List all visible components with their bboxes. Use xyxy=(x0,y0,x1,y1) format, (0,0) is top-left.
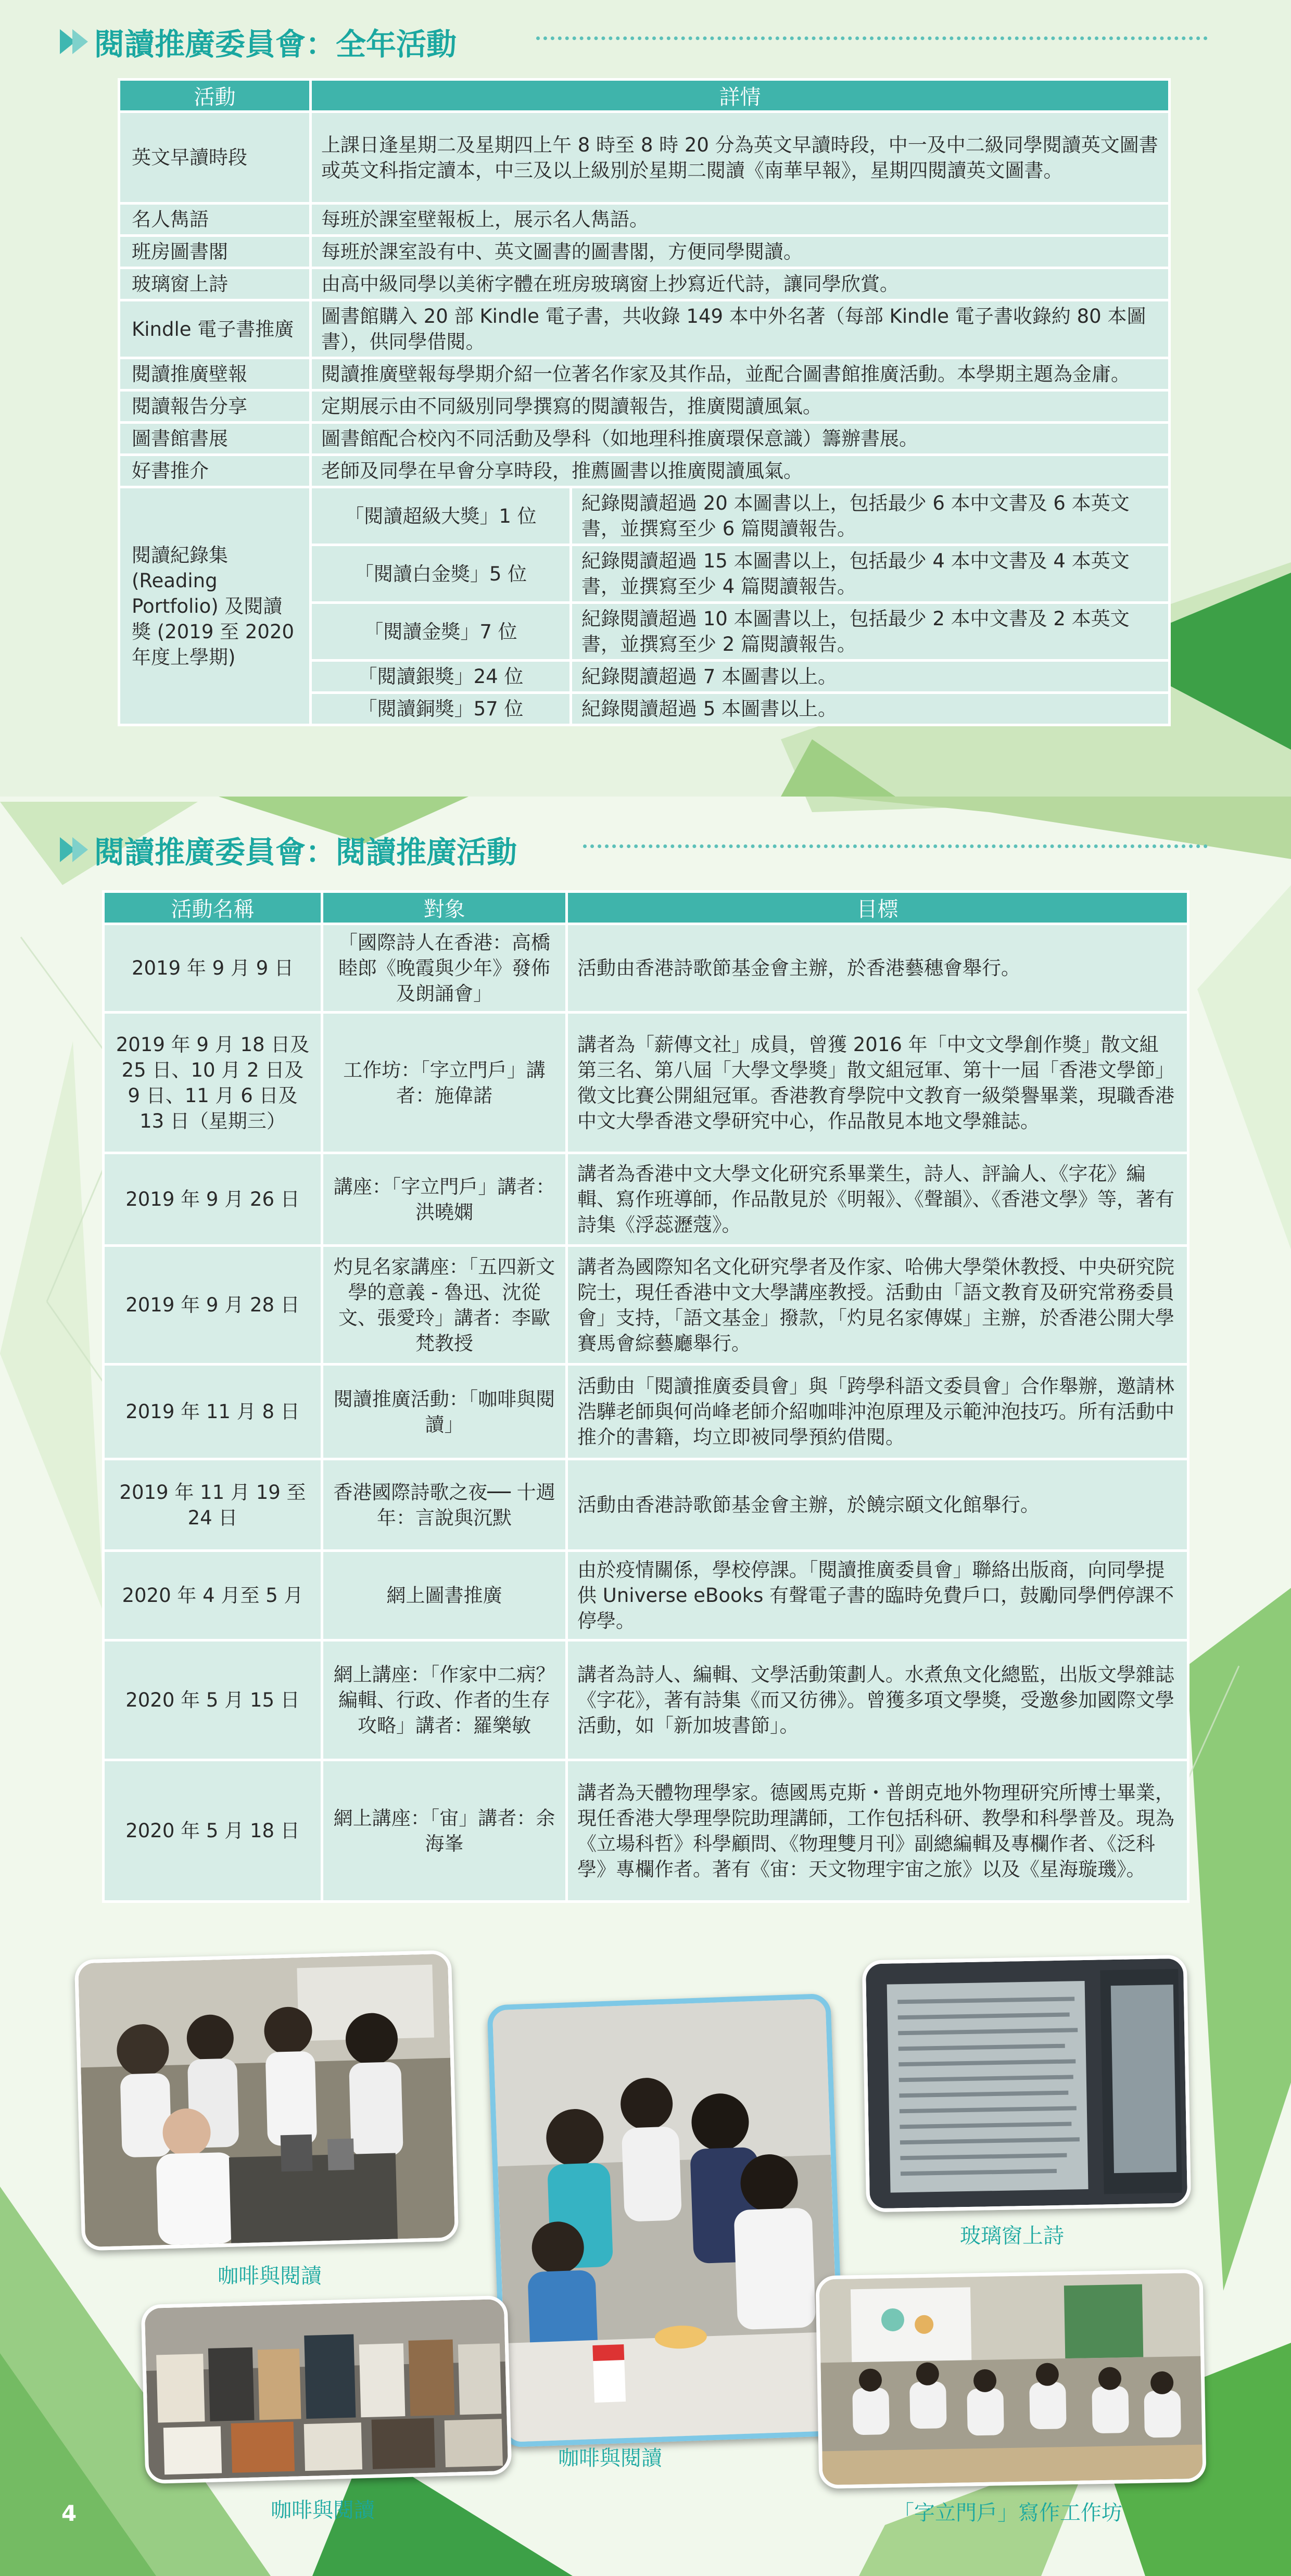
date-cell: 2020 年 5 月 15 日 xyxy=(104,1640,322,1760)
page-number: 4 xyxy=(61,2501,77,2526)
table-header-row xyxy=(104,892,1188,924)
activity-cell: 玻璃窗上詩 xyxy=(119,268,311,300)
goal-cell: 由於疫情關係，學校停課。「閱讀推廣委員會」聯絡出版商，向同學提供 Universe eBooks 有聲電子書的臨時免費戶口，鼓勵同學們停課不停學。 xyxy=(567,1551,1188,1640)
award-cell: 「閱讀金獎」7 位 xyxy=(311,603,571,661)
target-cell: 「國際詩人在香港：高橋睦郎《晚霞與少年》發佈及朗誦會」 xyxy=(322,924,567,1013)
activity-cell: Kindle 電子書推廣 xyxy=(119,300,311,358)
photo-coffee-books xyxy=(141,2295,512,2484)
date-cell: 2019 年 9 月 18 日及 25 日、10 月 2 日及 9 日、11 月 6 日及 13 日（星期三） xyxy=(104,1013,322,1153)
table-row xyxy=(104,1459,1188,1551)
col-header-name: 活動名稱 xyxy=(104,892,322,924)
table-row xyxy=(104,1760,1188,1902)
photo-coffee-workshop xyxy=(74,1950,459,2251)
activity-cell: 好書推介 xyxy=(119,455,311,487)
section1-heading xyxy=(60,20,457,64)
goal-cell: 活動由香港詩歌節基金會主辦，於香港藝穗會舉行。 xyxy=(567,924,1188,1013)
activity-cell: 閱讀報告分享 xyxy=(119,390,311,423)
detail-cell: 定期展示由不同級別同學撰寫的閱讀報告，推廣閱讀風氣。 xyxy=(311,390,1170,423)
award-cell: 「閱讀超級大獎」1 位 xyxy=(311,487,571,545)
table-row xyxy=(119,487,1170,545)
goal-cell: 講者為香港中文大學文化研究系畢業生，詩人、評論人、《字花》編輯、寫作班導師，作品散見於《明報》、《聲韻》、《香港文學》等，著有詩集《浮蕊瀝蔻》。 xyxy=(567,1153,1188,1246)
date-cell: 2020 年 4 月至 5 月 xyxy=(104,1551,322,1640)
photo-coffee-brewing xyxy=(487,1993,845,2448)
table-row xyxy=(119,423,1170,455)
date-cell: 2019 年 11 月 8 日 xyxy=(104,1365,322,1459)
table-row xyxy=(104,1246,1188,1365)
target-cell: 網上圖書推廣 xyxy=(322,1551,567,1640)
award-detail-cell: 紀錄閱讀超過 10 本圖書以上，包括最少 2 本中文書及 2 本英文書，並撰寫至少 2 篇閱讀報告。 xyxy=(571,603,1170,661)
photo-window-poem xyxy=(862,1955,1191,2213)
detail-cell: 圖書館購入 20 部 Kindle 電子書，共收錄 149 本中外名著（每部 Kindle 電子書收錄約 80 本圖書），供同學借閱。 xyxy=(311,300,1170,358)
table-header-row xyxy=(119,80,1170,112)
date-cell: 2019 年 9 月 26 日 xyxy=(104,1153,322,1246)
award-detail-cell: 紀錄閱讀超過 7 本圖書以上。 xyxy=(571,661,1170,693)
target-cell: 網上講座：「宙」講者：余海峯 xyxy=(322,1760,567,1902)
photo-caption: 咖啡與閱讀 xyxy=(271,2498,375,2522)
table-row xyxy=(104,1551,1188,1640)
table-row xyxy=(119,236,1170,268)
date-cell: 2019 年 9 月 28 日 xyxy=(104,1246,322,1365)
photo-caption: 咖啡與閱讀 xyxy=(558,2446,662,2470)
detail-cell: 老師及同學在早會分享時段，推薦圖書以推廣閱讀風氣。 xyxy=(311,455,1170,487)
activity-cell: 英文早讀時段 xyxy=(119,112,311,204)
target-cell: 香港國際詩歌之夜── 十週年：言說與沉默 xyxy=(322,1459,567,1551)
target-cell: 閱讀推廣活動：「咖啡與閱讀」 xyxy=(322,1365,567,1459)
date-cell: 2019 年 9 月 9 日 xyxy=(104,924,322,1013)
detail-cell: 圖書館配合校內不同活動及學科（如地理科推廣環保意識）籌辦書展。 xyxy=(311,423,1170,455)
activity-cell: 名人雋語 xyxy=(119,204,311,236)
double-chevron-icon xyxy=(60,837,85,862)
goal-cell: 活動由「閱讀推廣委員會」與「跨學科語文委員會」合作舉辦，邀請林浩驊老師與何尚峰老師介紹咖啡沖泡原理及示範沖泡技巧。所有活動中推介的書籍，均立即被同學預約借閱。 xyxy=(567,1365,1188,1459)
section1-title: 閱讀推廣委員會：全年活動 xyxy=(94,27,457,62)
activity-cell: 閱讀推廣壁報 xyxy=(119,358,311,390)
dotted-rule xyxy=(536,36,1208,40)
table-row xyxy=(119,204,1170,236)
activity-cell: 圖書館書展 xyxy=(119,423,311,455)
photo-caption: 咖啡與閱讀 xyxy=(218,2264,322,2288)
detail-cell: 上課日逢星期二及星期四上午 8 時至 8 時 20 分為英文早讀時段，中一及中二級同學閱讀英文圖書或英文科指定讀本，中三及以上級別於星期二閱讀《南華早報》，星期四閱讀英文圖書。 xyxy=(311,112,1170,204)
photo-caption: 玻璃窗上詩 xyxy=(960,2224,1064,2248)
table-row xyxy=(104,1013,1188,1153)
detail-cell: 每班於課室設有中、英文圖書的圖書閣，方便同學閱讀。 xyxy=(311,236,1170,268)
table-row xyxy=(119,300,1170,358)
col-header-detail: 詳情 xyxy=(311,80,1170,112)
section2-title: 閱讀推廣委員會：閱讀推廣活動 xyxy=(94,835,517,870)
col-header-goal: 目標 xyxy=(567,892,1188,924)
goal-cell: 講者為詩人、編輯、文學活動策劃人。水煮魚文化總監，出版文學雜誌《字花》，著有詩集《而又彷彿》。曾獲多項文學獎，受邀參加國際文學活動，如「新加坡書節」。 xyxy=(567,1640,1188,1760)
award-cell: 「閱讀銅獎」57 位 xyxy=(311,693,571,725)
date-cell: 2019 年 11 月 19 至 24 日 xyxy=(104,1459,322,1551)
award-detail-cell: 紀錄閱讀超過 15 本圖書以上，包括最少 4 本中文書及 4 本英文書，並撰寫至少 4 篇閱讀報告。 xyxy=(571,545,1170,603)
date-cell: 2020 年 5 月 18 日 xyxy=(104,1760,322,1902)
target-cell: 講座：「字立門戶」講者：洪曉嫻 xyxy=(322,1153,567,1246)
double-chevron-icon xyxy=(60,29,85,54)
table-row xyxy=(119,390,1170,423)
award-cell: 「閱讀白金獎」5 位 xyxy=(311,545,571,603)
award-detail-cell: 紀錄閱讀超過 5 本圖書以上。 xyxy=(571,693,1170,725)
table-row xyxy=(119,268,1170,300)
table-row xyxy=(119,112,1170,204)
detail-cell: 閱讀推廣壁報每學期介紹一位著名作家及其作品，並配合圖書館推廣活動。本學期主題為金庸。 xyxy=(311,358,1170,390)
table-row xyxy=(119,455,1170,487)
award-cell: 「閱讀銀獎」24 位 xyxy=(311,661,571,693)
table-row xyxy=(104,924,1188,1013)
photo-writing-workshop xyxy=(815,2269,1206,2489)
table-row xyxy=(119,358,1170,390)
portfolio-cell: 閱讀紀錄集 (Reading Portfolio) 及閱讀獎 (2019 至 2020 年度上學期) xyxy=(119,487,311,725)
col-header-activity: 活動 xyxy=(119,80,311,112)
table-row xyxy=(104,1365,1188,1459)
target-cell: 灼見名家講座：「五四新文學的意義 - 魯迅、沈從文、張愛玲」講者：李歐梵教授 xyxy=(322,1246,567,1365)
col-header-target: 對象 xyxy=(322,892,567,924)
target-cell: 網上講座：「作家中二病？編輯、行政、作者的生存攻略」講者：羅樂敏 xyxy=(322,1640,567,1760)
detail-cell: 每班於課室壁報板上，展示名人雋語。 xyxy=(311,204,1170,236)
goal-cell: 講者為國際知名文化研究學者及作家、哈佛大學榮休教授、中央研究院院士，現任香港中文大學講座教授。活動由「語文教育及研究常務委員會」支持，「語文基金」撥款，「灼見名家傳媒」主辦，於香港公開大學賽馬會綜藝廳舉行。 xyxy=(567,1246,1188,1365)
detail-cell: 由高中級同學以美術字體在班房玻璃窗上抄寫近代詩，讓同學欣賞。 xyxy=(311,268,1170,300)
table-row xyxy=(104,1153,1188,1246)
table-row xyxy=(104,1640,1188,1760)
section2-heading xyxy=(60,828,517,872)
promotion-activities-table xyxy=(102,890,1189,1903)
dotted-rule xyxy=(583,844,1208,848)
goal-cell: 活動由香港詩歌節基金會主辦，於饒宗頤文化館舉行。 xyxy=(567,1459,1188,1551)
annual-activities-table xyxy=(118,78,1171,726)
goal-cell: 講者為天體物理學家。德國馬克斯・普朗克地外物理研究所博士畢業，現任香港大學理學院助理講師，工作包括科研、教學和科學普及。現為《立場科哲》科學顧問、《物理雙月刊》副總編輯及專欄作者、《泛科學》專欄作者。著有《宙：天文物理宇宙之旅》以及《星海璇璣》。 xyxy=(567,1760,1188,1902)
activity-cell: 班房圖書閣 xyxy=(119,236,311,268)
goal-cell: 講者為「薪傳文社」成員，曾獲 2016 年「中文文學創作獎」散文組第三名、第八屆「大學文學獎」散文組冠軍、第十一屆「香港文學節」徵文比賽公開組冠軍。香港教育學院中文教育一級榮譽畢業，現職香港中文大學香港文學研究中心，作品散見本地文學雜誌。 xyxy=(567,1013,1188,1153)
target-cell: 工作坊：「字立門戶」講者：施偉諾 xyxy=(322,1013,567,1153)
award-detail-cell: 紀錄閱讀超過 20 本圖書以上，包括最少 6 本中文書及 6 本英文書，並撰寫至少 6 篇閱讀報告。 xyxy=(571,487,1170,545)
photo-caption: 「字立門戶」寫作工作坊 xyxy=(893,2501,1122,2525)
